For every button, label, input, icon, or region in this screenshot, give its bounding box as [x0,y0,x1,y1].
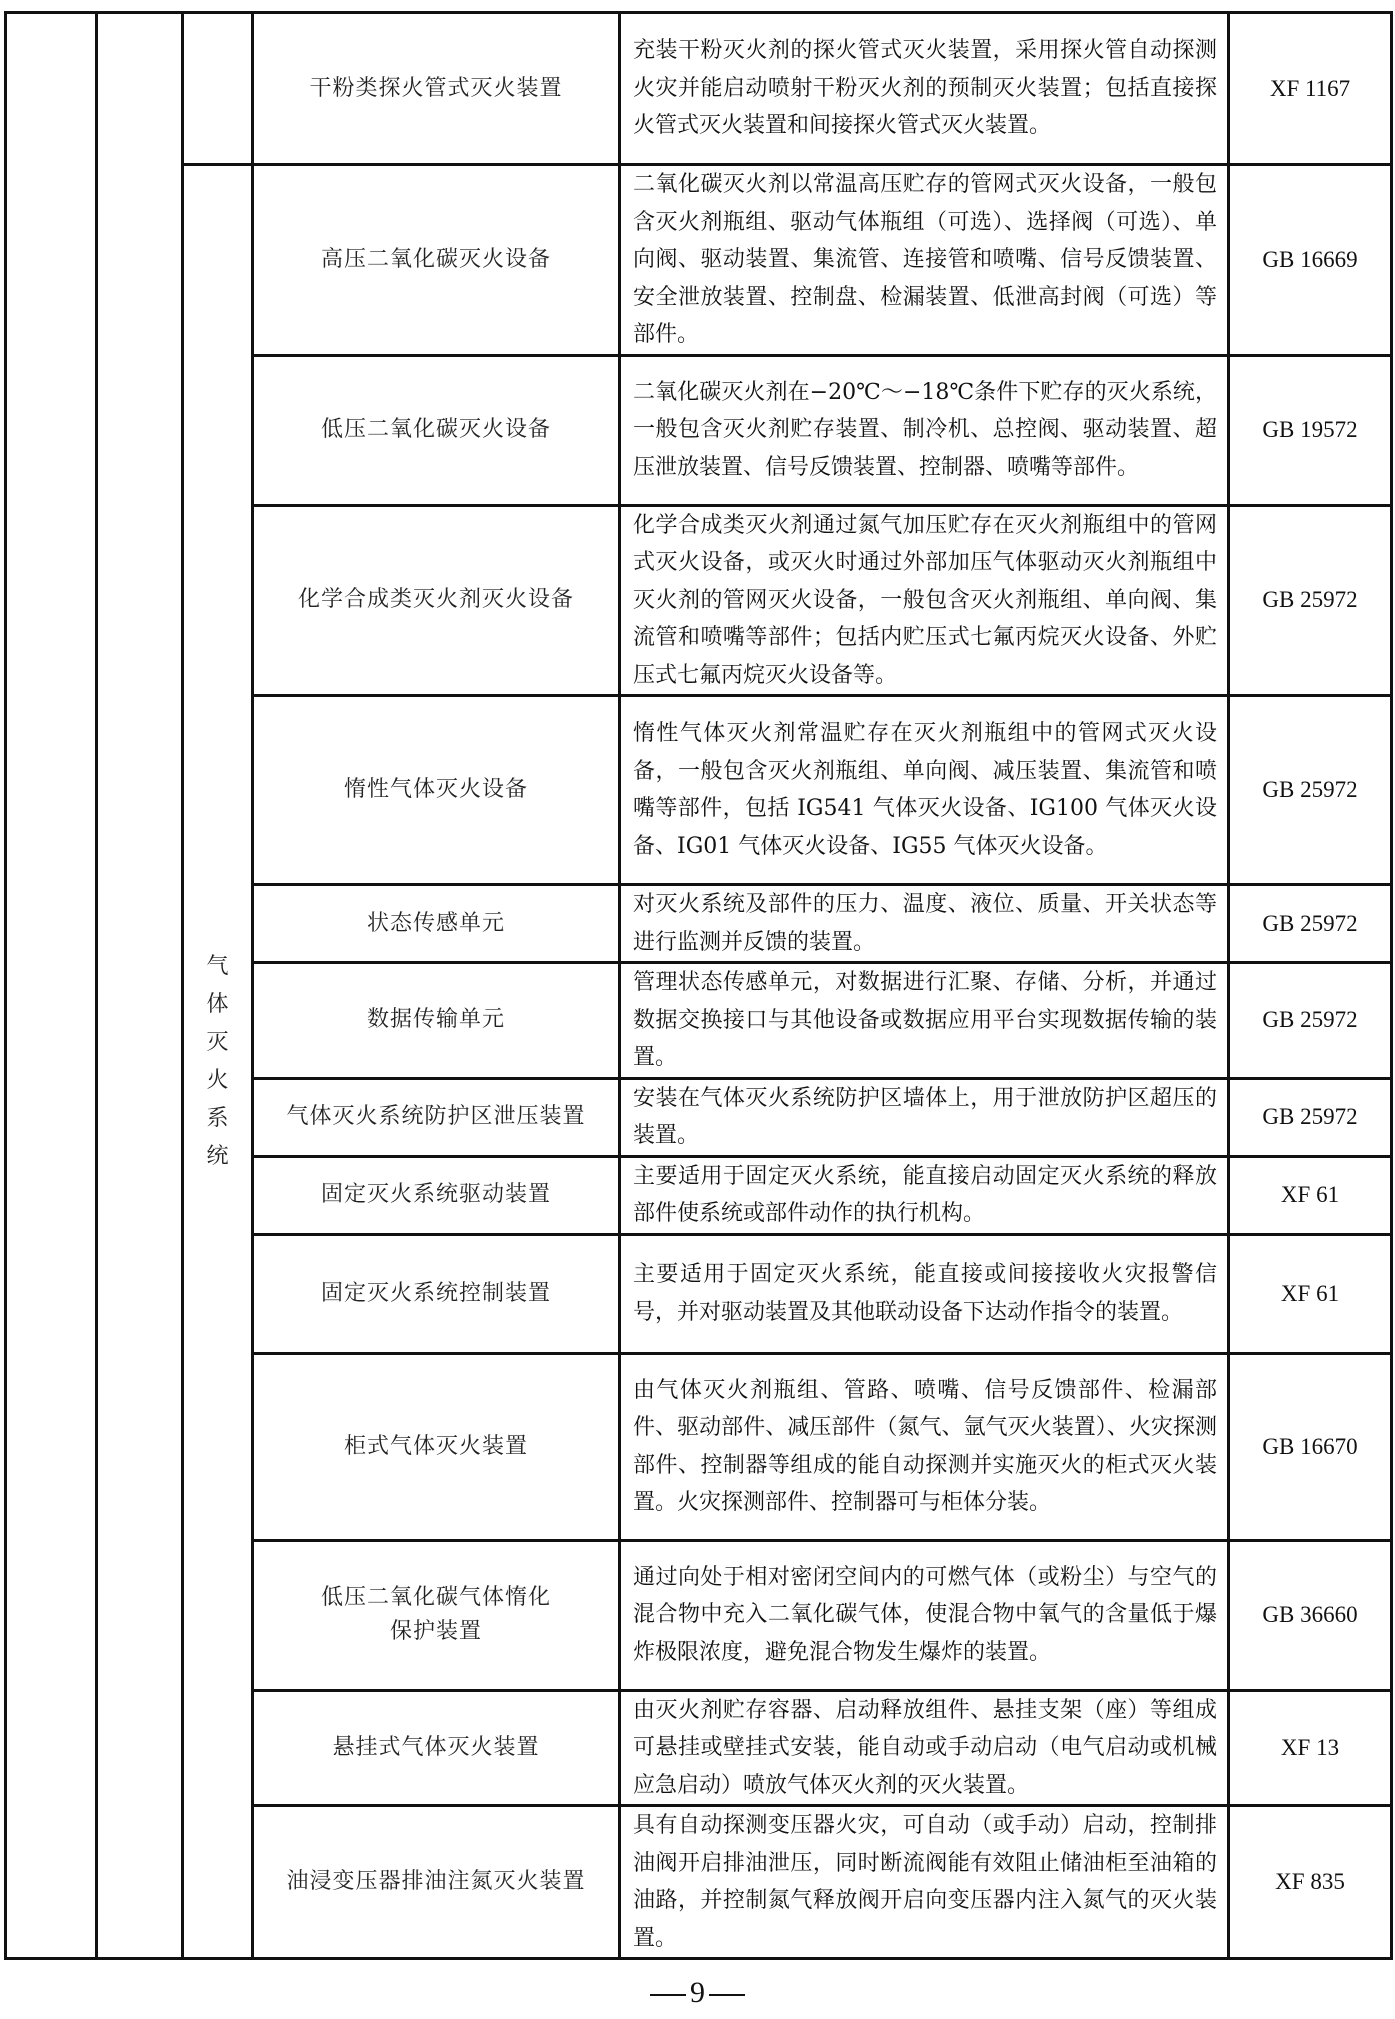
product-name: 固定灭火系统驱动装置 [253,1156,620,1234]
standard-code: GB 36660 [1229,1540,1392,1690]
standard-code: XF 835 [1229,1806,1392,1959]
product-description: 惰性气体灭火剂常温贮存在灭火剂瓶组中的管网式灭火设备，一般包含灭火剂瓶组、单向阀、减压装置、集流管和喷嘴等部件，包括 IG541 气体灭火设备、IG100 气体灭火设备、IG01 气体灭火设备、IG55 气体灭火设备。 [620,696,1229,885]
table-row [6,165,1392,356]
table-row [6,13,1392,165]
standard-code: GB 16670 [1229,1353,1392,1540]
col-b-cell [97,13,183,1959]
product-description: 由灭火剂贮存容器、启动释放组件、悬挂支架（座）等组成可悬挂或壁挂式安装，能自动或手动启动（电气启动或机械应急启动）喷放气体灭火剂的灭火装置。 [620,1690,1229,1806]
standard-code: GB 25972 [1229,1078,1392,1156]
product-name: 化学合成类灭火剂灭火设备 [253,505,620,696]
dash-right [709,1994,745,1996]
page-number: 9 [0,1976,1395,2010]
col-a-cell [6,13,97,1959]
product-description: 二氧化碳灭火剂以常温高压贮存的管网式灭火设备，一般包含灭火剂瓶组、驱动气体瓶组（可选）、选择阀（可选）、单向阀、驱动装置、集流管、连接管和喷嘴、信号反馈装置、安全泄放装置、控制盘、检漏装置、低泄高封阀（可选）等部件。 [620,165,1229,356]
product-name: 油浸变压器排油注氮灭火装置 [253,1806,620,1959]
product-name: 固定灭火系统控制装置 [253,1234,620,1353]
product-description: 主要适用于固定灭火系统，能直接启动固定灭火系统的释放部件使系统或部件动作的执行机构。 [620,1156,1229,1234]
standard-code: XF 13 [1229,1690,1392,1806]
product-description: 二氧化碳灭火剂在−20℃～−18℃条件下贮存的灭火系统，一般包含灭火剂贮存装置、制冷机、总控阀、驱动装置、超压泄放装置、信号反馈装置、控制器、喷嘴等部件。 [620,355,1229,505]
standard-code: GB 25972 [1229,963,1392,1079]
product-description: 化学合成类灭火剂通过氮气加压贮存在灭火剂瓶组中的管网式灭火设备，或灭火时通过外部加压气体驱动灭火剂瓶组中灭火剂的管网灭火设备，一般包含灭火剂瓶组、单向阀、集流管和喷嘴等部件；包括内贮压式七氟丙烷灭火设备、外贮压式七氟丙烷灭火设备等。 [620,505,1229,696]
product-description: 安装在气体灭火系统防护区墙体上，用于泄放防护区超压的装置。 [620,1078,1229,1156]
standard-code: XF 61 [1229,1234,1392,1353]
product-name: 高压二氧化碳灭火设备 [253,165,620,356]
standard-code: GB 19572 [1229,355,1392,505]
product-name: 数据传输单元 [253,963,620,1079]
dash-left [650,1994,686,1996]
product-description: 管理状态传感单元，对数据进行汇聚、存储、分析，并通过数据交换接口与其他设备或数据应用平台实现数据传输的装置。 [620,963,1229,1079]
standards-table [4,11,1393,1960]
standard-code: XF 1167 [1229,13,1392,165]
product-name: 低压二氧化碳灭火设备 [253,355,620,505]
product-name [253,1540,620,1690]
product-description: 通过向处于相对密闭空间内的可燃气体（或粉尘）与空气的混合物中充入二氧化碳气体，使混合物中氧气的含量低于爆炸极限浓度，避免混合物发生爆炸的装置。 [620,1540,1229,1690]
product-description: 由气体灭火剂瓶组、管路、喷嘴、信号反馈部件、检漏部件、驱动部件、减压部件（氮气、氩气灭火装置）、火灾探测部件、控制器等组成的能自动探测并实施灭火的柜式灭火装置。火灾探测部件、控制器可与柜体分装。 [620,1353,1229,1540]
product-description: 具有自动探测变压器火灾，可自动（或手动）启动，控制排油阀开启排油泄压，同时断流阀能有效阻止储油柜至油箱的油路，并控制氮气释放阀开启向变压器内注入氮气的灭火装置。 [620,1806,1229,1959]
product-name: 悬挂式气体灭火装置 [253,1690,620,1806]
standard-code: GB 16669 [1229,165,1392,356]
product-description: 对灭火系统及部件的压力、温度、液位、质量、开关状态等进行监测并反馈的装置。 [620,885,1229,963]
product-name: 惰性气体灭火设备 [253,696,620,885]
product-name-line2: 保护装置 [389,1619,482,1644]
product-name: 气体灭火系统防护区泄压装置 [253,1078,620,1156]
product-name-line1: 低压二氧化碳气体惰化 [320,1585,551,1610]
product-name: 柜式气体灭火装置 [253,1353,620,1540]
category-label: 气体灭火系统 [206,953,229,1169]
product-name: 状态传感单元 [253,885,620,963]
standard-code: XF 61 [1229,1156,1392,1234]
product-name: 干粉类探火管式灭火装置 [253,13,620,165]
category-cell [183,165,253,1959]
category-cell-prev [183,13,253,165]
product-description: 主要适用于固定灭火系统，能直接或间接接收火灾报警信号，并对驱动装置及其他联动设备下达动作指令的装置。 [620,1234,1229,1353]
standard-code: GB 25972 [1229,505,1392,696]
standard-code: GB 25972 [1229,885,1392,963]
product-description: 充装干粉灭火剂的探火管式灭火装置，采用探火管自动探测火灾并能启动喷射干粉灭火剂的预制灭火装置；包括直接探火管式灭火装置和间接探火管式灭火装置。 [620,13,1229,165]
standard-code: GB 25972 [1229,696,1392,885]
